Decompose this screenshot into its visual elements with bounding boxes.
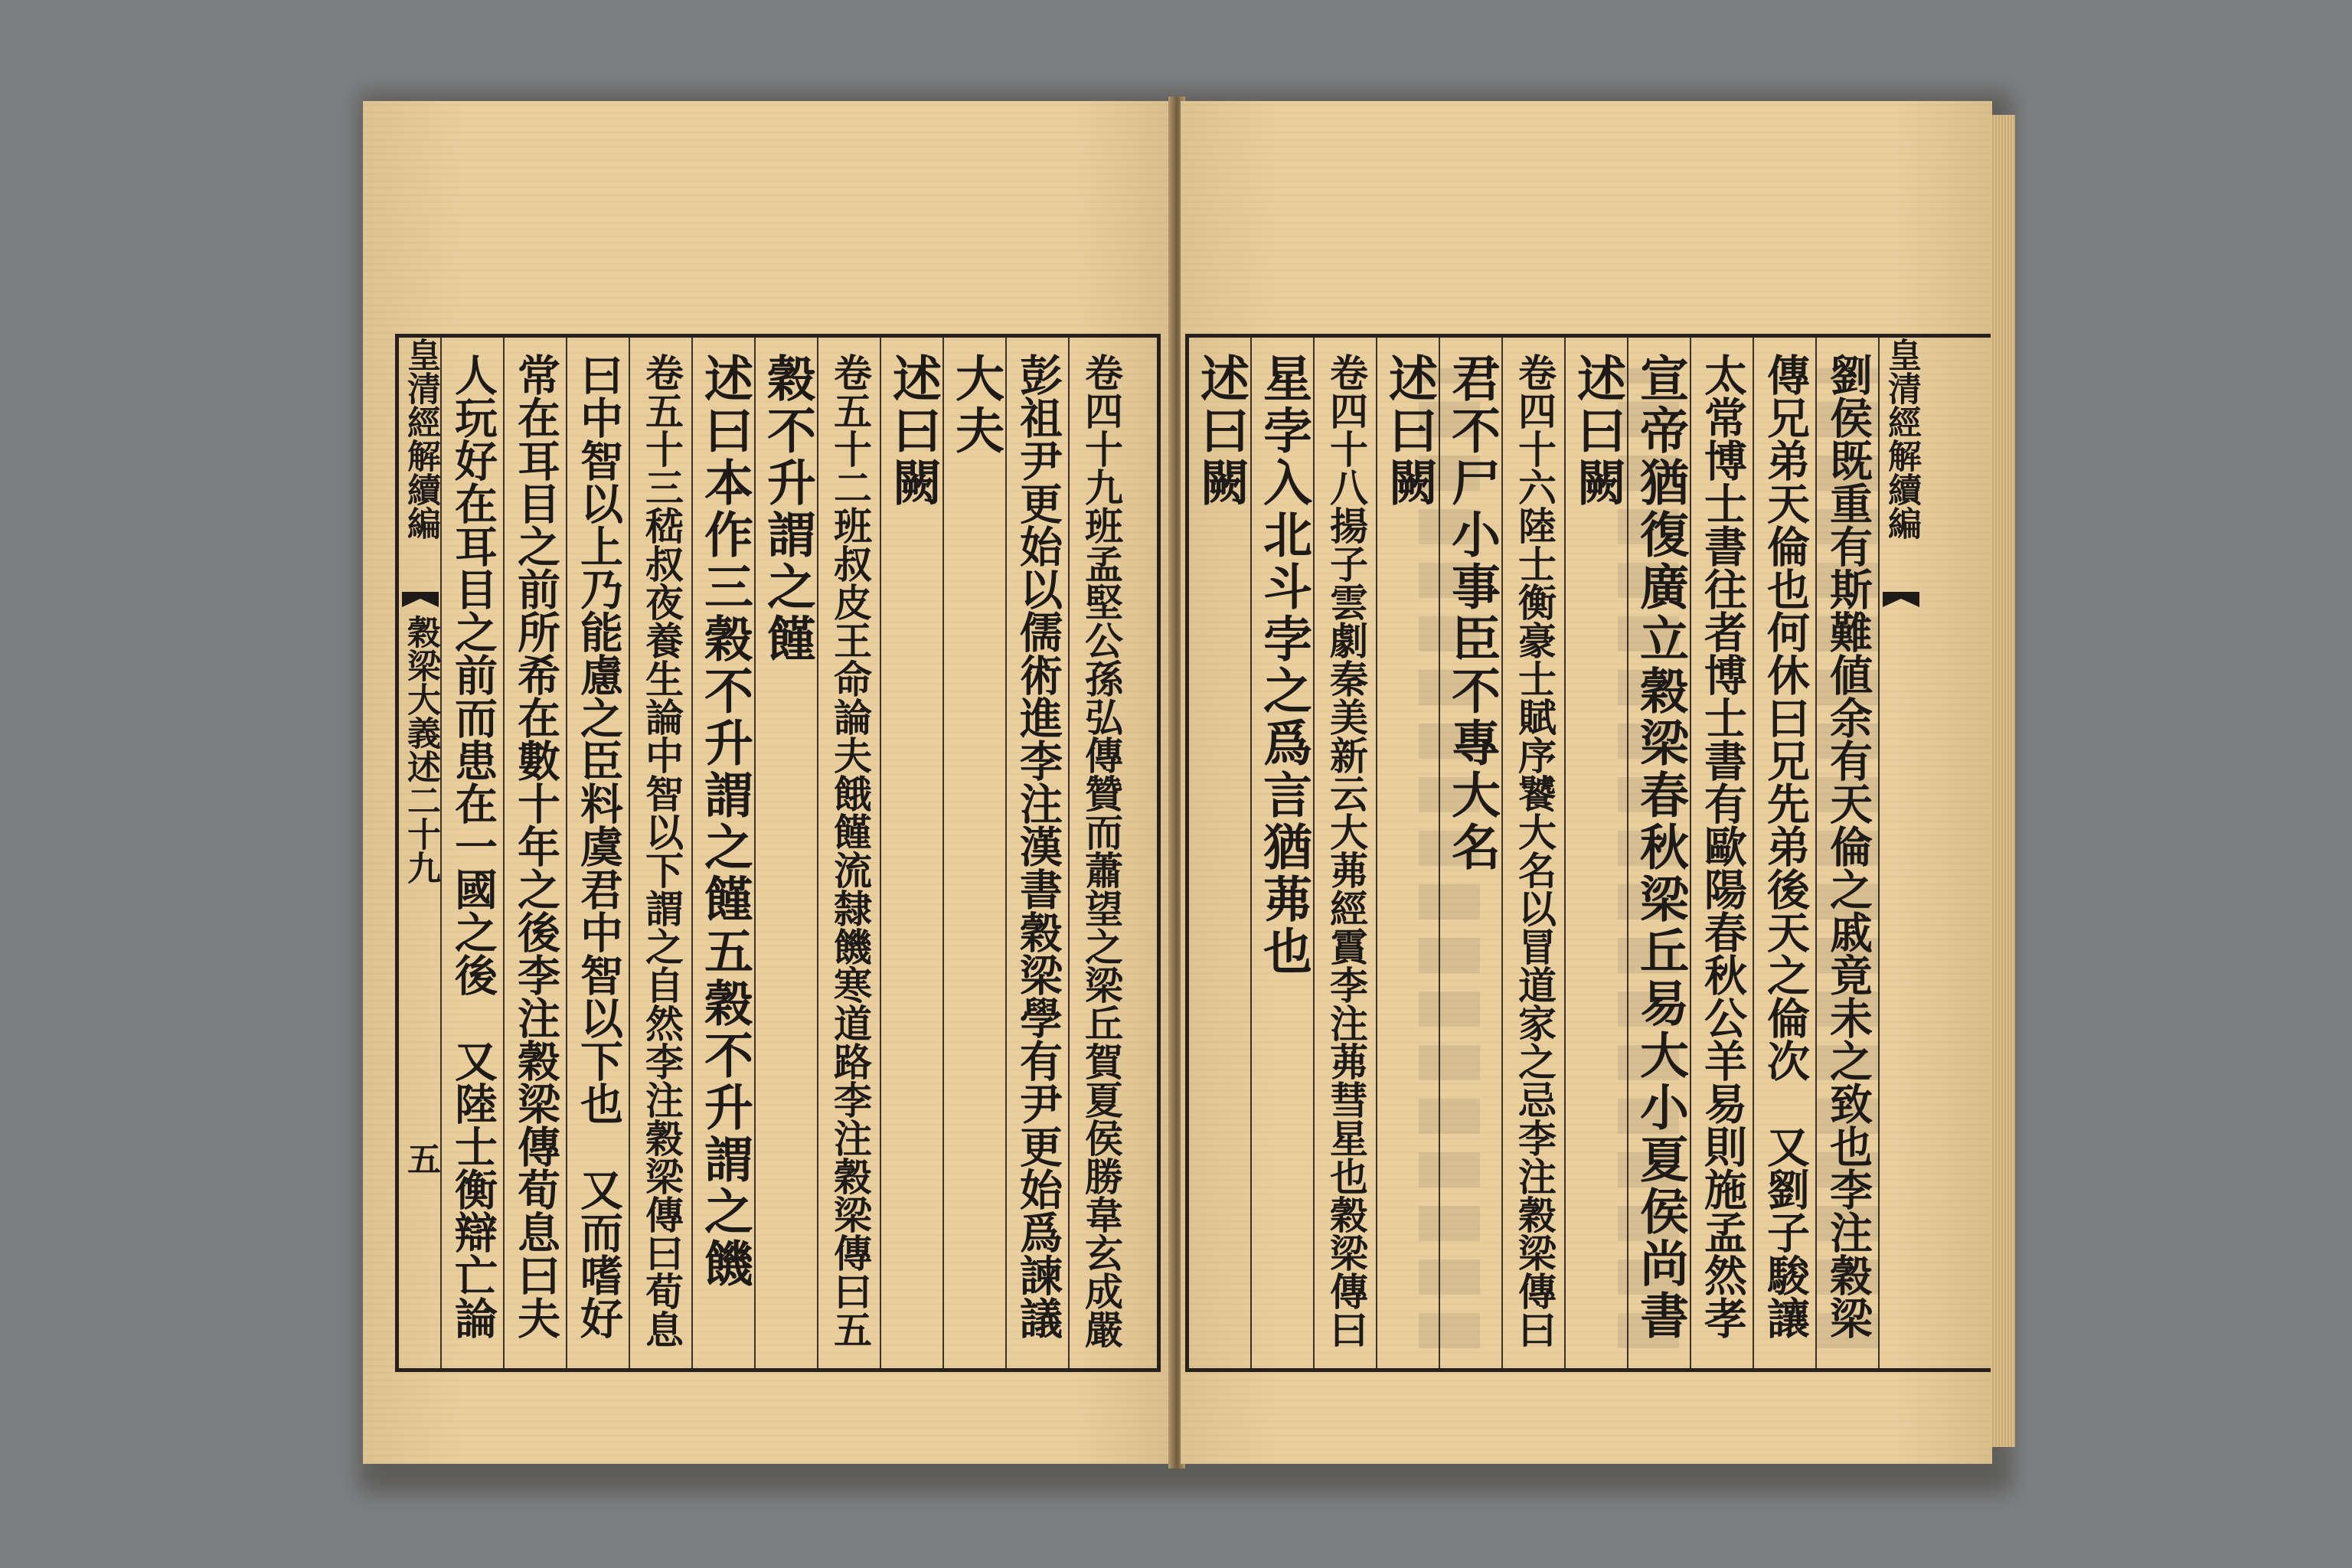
column-text: 卷四十六陸士衡豪士賦序饕大名以冒道家之忌李注穀梁傳曰 xyxy=(1512,353,1557,1348)
column-text: 卷四十九班孟堅公孫弘傳贊而蕭望之梁丘賀夏侯勝韋玄成嚴 xyxy=(1079,353,1124,1348)
left-column-5 xyxy=(818,338,881,1368)
left-text-frame xyxy=(395,334,1161,1372)
left-column-9 xyxy=(567,338,630,1368)
right-column-2 xyxy=(1754,338,1817,1368)
right-column-9 xyxy=(1315,338,1377,1368)
right-column-11 xyxy=(1189,338,1252,1368)
right-banxin xyxy=(1880,338,1922,1368)
column-text: 述曰闕 xyxy=(1192,353,1250,509)
column-text: 君不尸小事臣不專大名 xyxy=(1443,353,1501,874)
right-column-10 xyxy=(1252,338,1315,1368)
column-text: 彭祖尹更始以儒術進李注漢書穀梁學有尹更始爲諫議 xyxy=(1013,353,1063,1339)
column-text: 宣帝猶復廣立穀梁春秋梁丘易大小夏侯尚書 xyxy=(1632,353,1689,1342)
fishtail-mark xyxy=(1883,592,1919,607)
column-text: 述曰闕 xyxy=(1380,353,1438,509)
right-column-6 xyxy=(1503,338,1566,1368)
right-column-3 xyxy=(1691,338,1754,1368)
left-column-7 xyxy=(693,338,756,1368)
column-text: 常在耳目之前所希在數十年之後李注穀梁傳荀息曰夫 xyxy=(511,353,561,1339)
page-stack-edge xyxy=(1991,115,2015,1447)
column-text: 傳兄弟天倫也何休曰兄先弟後天之倫次 又劉子駿讓 xyxy=(1760,353,1811,1339)
left-banxin xyxy=(399,338,442,1368)
left-column-1 xyxy=(1070,338,1132,1368)
column-text: 述曰闕 xyxy=(884,353,942,509)
column-text: 述曰闕 xyxy=(1569,353,1626,509)
right-column-8 xyxy=(1377,338,1440,1368)
left-banxin-subtitle: 穀梁大義述二十九 xyxy=(401,615,440,884)
right-column-7 xyxy=(1440,338,1503,1368)
column-text: 人玩好在耳目之前而患在一國之後 又陸士衡辯亡論 xyxy=(448,353,498,1339)
left-banxin-title: 皇清經解續編 xyxy=(401,338,440,540)
left-column-10 xyxy=(505,338,567,1368)
column-text: 星孛入北斗孛之爲言猶茀也 xyxy=(1255,353,1312,978)
column-text: 卷五十三嵇叔夜養生論中智以下謂之自然李注穀梁傳曰荀息 xyxy=(639,353,684,1348)
left-column-2 xyxy=(1007,338,1070,1368)
column-text: 述曰本作三穀不升謂之饉五穀不升謂之饑 xyxy=(696,353,753,1290)
right-text-frame xyxy=(1185,334,2014,1372)
left-column-6 xyxy=(756,338,818,1368)
left-column-11 xyxy=(442,338,505,1368)
left-column-3 xyxy=(944,338,1007,1368)
left-folio-number: 五 xyxy=(401,1142,440,1175)
left-column-4 xyxy=(881,338,944,1368)
column-text: 曰中智以上乃能慮之臣料虞君中智以下也 又而嗜好 xyxy=(573,353,624,1339)
right-column-1 xyxy=(1817,338,1880,1368)
right-banxin-title: 皇清經解續編 xyxy=(1882,338,1921,540)
column-text: 太常博士書往者博士書有歐陽春秋公羊易則施孟然孝 xyxy=(1697,353,1748,1339)
fishtail-mark xyxy=(402,592,439,607)
right-column-5 xyxy=(1566,338,1628,1368)
column-text: 卷五十二班叔皮王命論夫餓饉流隸饑寒道路李注穀梁傳曰五 xyxy=(828,353,873,1348)
column-text: 卷四十八揚子雲劇秦美新云大茀經霣李注茀彗星也穀梁傳曰 xyxy=(1324,353,1369,1348)
left-column-8 xyxy=(630,338,693,1368)
right-column-4 xyxy=(1628,338,1691,1368)
column-text: 劉侯既重有斯難値余有天倫之戚竟未之致也李注穀梁 xyxy=(1823,353,1873,1339)
column-text: 穀不升謂之饉 xyxy=(759,353,816,665)
column-text: 大夫 xyxy=(947,353,1004,457)
